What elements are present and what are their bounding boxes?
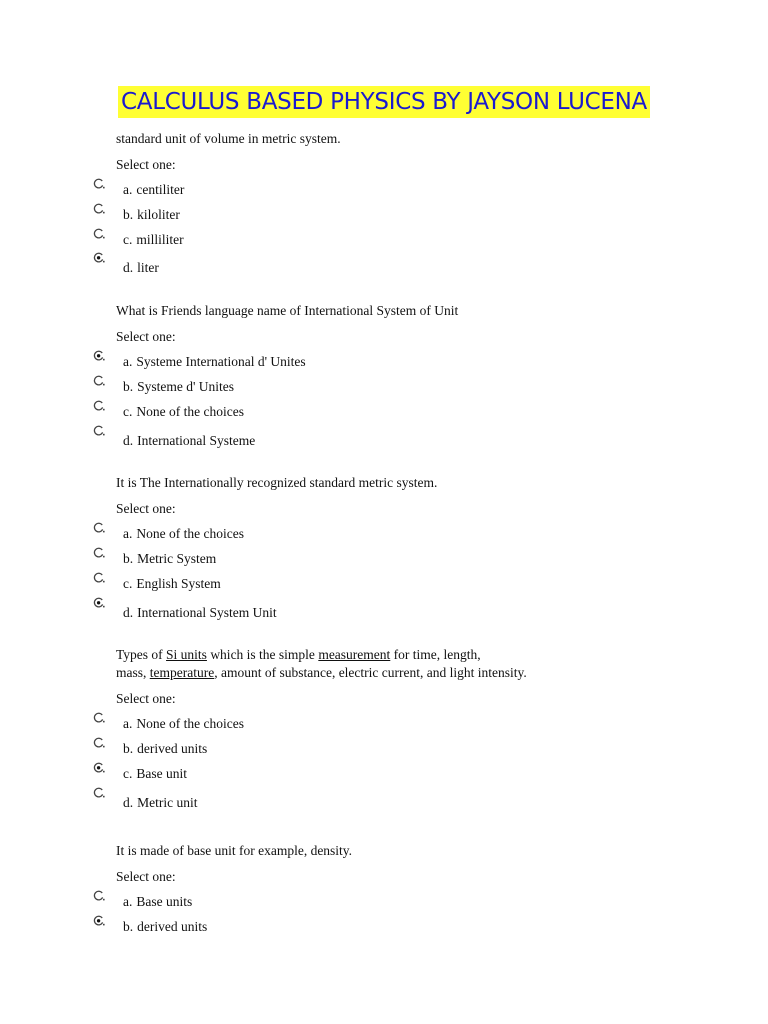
radio-tick <box>103 746 105 748</box>
radio-ring <box>94 713 102 722</box>
question-5-select-label: Select one: <box>116 869 176 884</box>
radio-tick <box>103 796 105 798</box>
option-text: Systeme d' Unites <box>137 379 235 394</box>
option-letter: d. <box>123 433 134 448</box>
radio-dot <box>97 354 100 357</box>
option-text: International System Unit <box>137 605 277 620</box>
option-letter: c. <box>123 766 133 781</box>
option-letter: c. <box>123 232 133 247</box>
question-5-text: It is made of base unit for example, density. <box>116 843 353 858</box>
question-3-option-a <box>123 525 244 543</box>
question-1-option-a <box>123 181 184 199</box>
radio-unchecked-icon <box>93 547 105 559</box>
radio-unchecked-icon <box>93 712 105 724</box>
option-text: Base unit <box>136 766 187 781</box>
question-4-option-d <box>123 794 198 812</box>
radio-ring <box>94 204 102 213</box>
radio-unchecked-icon <box>93 737 105 749</box>
option-letter: c. <box>123 576 133 591</box>
radio-unchecked-icon <box>93 890 105 902</box>
question-3-option-c-radio[interactable] <box>93 571 105 583</box>
option-text: English System <box>136 576 221 591</box>
option-letter: d. <box>123 795 134 810</box>
q4-text-part: Types of <box>116 647 167 662</box>
question-1-option-d-radio[interactable] <box>93 251 105 263</box>
option-letter: a. <box>123 526 133 541</box>
radio-tick <box>103 261 105 263</box>
question-2-option-d-radio[interactable] <box>93 424 105 436</box>
radio-unchecked-icon <box>93 203 105 215</box>
radio-ring <box>94 738 102 747</box>
q4-text-part: for time, length, <box>390 647 481 662</box>
question-5-option-b-radio[interactable] <box>93 914 105 926</box>
question-4-option-d-radio[interactable] <box>93 786 105 798</box>
radio-tick <box>103 556 105 558</box>
q4-text-part: mass, <box>116 665 150 680</box>
option-text: None of the choices <box>136 526 244 541</box>
radio-checked-icon <box>93 597 105 609</box>
option-letter: b. <box>123 919 134 934</box>
radio-ring <box>94 573 102 582</box>
radio-checked-icon <box>93 350 105 362</box>
q4-link-measurement: measurement <box>318 647 391 662</box>
radio-dot <box>97 256 100 259</box>
question-3-option-c <box>123 575 221 593</box>
question-2-select-label: Select one: <box>116 329 176 344</box>
radio-ring <box>94 376 102 385</box>
option-text: derived units <box>137 741 208 756</box>
question-4-option-c <box>123 765 187 783</box>
radio-tick <box>103 771 105 773</box>
question-3-option-a-radio[interactable] <box>93 521 105 533</box>
option-letter: a. <box>123 894 133 909</box>
radio-dot <box>97 766 100 769</box>
radio-ring <box>94 229 102 238</box>
radio-checked-icon <box>93 762 105 774</box>
radio-tick <box>103 721 105 723</box>
option-letter: d. <box>123 605 134 620</box>
option-text: None of the choices <box>136 716 244 731</box>
question-1-option-a-radio[interactable] <box>93 177 105 189</box>
option-letter: b. <box>123 741 134 756</box>
question-2-option-c <box>123 403 244 421</box>
question-2-option-d <box>123 432 255 450</box>
radio-unchecked-icon <box>93 522 105 534</box>
radio-tick <box>103 187 105 189</box>
question-4-option-b-radio[interactable] <box>93 736 105 748</box>
radio-unchecked-icon <box>93 787 105 799</box>
question-1-option-c <box>123 231 184 249</box>
option-text: Metric unit <box>137 795 198 810</box>
question-4-text <box>116 646 736 682</box>
radio-dot <box>97 919 100 922</box>
option-letter: a. <box>123 182 133 197</box>
question-4-option-c-radio[interactable] <box>93 761 105 773</box>
question-1-option-d <box>123 259 159 277</box>
option-letter: b. <box>123 379 134 394</box>
radio-ring <box>94 523 102 532</box>
question-5-option-b <box>123 918 207 936</box>
option-text: Metric System <box>137 551 217 566</box>
question-1-option-b-radio[interactable] <box>93 202 105 214</box>
option-letter: b. <box>123 207 134 222</box>
option-letter: a. <box>123 716 133 731</box>
option-text: derived units <box>137 919 208 934</box>
radio-unchecked-icon <box>93 425 105 437</box>
radio-tick <box>103 924 105 926</box>
option-text: kiloliter <box>137 207 180 222</box>
question-3-option-d-radio[interactable] <box>93 596 105 608</box>
question-1-option-c-radio[interactable] <box>93 227 105 239</box>
option-text: liter <box>137 260 159 275</box>
radio-unchecked-icon <box>93 572 105 584</box>
question-1-option-b <box>123 206 180 224</box>
question-1-text: standard unit of volume in metric system. <box>116 131 341 146</box>
radio-tick <box>103 606 105 608</box>
question-5-option-a <box>123 893 192 911</box>
option-text: International Systeme <box>137 433 256 448</box>
option-text: Systeme International d' Unites <box>136 354 306 369</box>
q4-link-temperature: temperature <box>149 665 215 680</box>
option-text: Base units <box>136 894 193 909</box>
radio-tick <box>103 434 105 436</box>
radio-ring <box>94 788 102 797</box>
option-letter: c. <box>123 404 133 419</box>
question-4-select-label: Select one: <box>116 691 176 706</box>
question-3-text: It is The Internationally recognized standard metric system. <box>116 475 438 490</box>
question-1-select-label: Select one: <box>116 157 176 172</box>
radio-tick <box>103 237 105 239</box>
radio-tick <box>103 531 105 533</box>
radio-unchecked-icon <box>93 228 105 240</box>
radio-ring <box>94 426 102 435</box>
radio-ring <box>94 548 102 557</box>
question-3-option-b <box>123 550 216 568</box>
radio-unchecked-icon <box>93 375 105 387</box>
radio-tick <box>103 212 105 214</box>
page-title: CALCULUS BASED PHYSICS BY JAYSON LUCENA <box>118 86 650 118</box>
radio-tick <box>103 899 105 901</box>
radio-checked-icon <box>93 252 105 264</box>
radio-ring <box>94 401 102 410</box>
radio-ring <box>94 179 102 188</box>
option-text: milliliter <box>136 232 184 247</box>
title-wrap <box>0 86 768 118</box>
question-3-option-d <box>123 604 277 622</box>
question-2-option-b-radio[interactable] <box>93 374 105 386</box>
radio-tick <box>103 409 105 411</box>
radio-unchecked-icon <box>93 400 105 412</box>
option-letter: a. <box>123 354 133 369</box>
radio-tick <box>103 384 105 386</box>
question-4-option-a <box>123 715 244 733</box>
q4-text-part: which is the simple <box>206 647 319 662</box>
radio-checked-icon <box>93 915 105 927</box>
radio-tick <box>103 581 105 583</box>
question-5-option-a-radio[interactable] <box>93 889 105 901</box>
q4-text-part: , amount of substance, electric current, and light intensity. <box>214 665 527 680</box>
radio-unchecked-icon <box>93 178 105 190</box>
option-text: None of the choices <box>136 404 244 419</box>
question-2-text: What is Friends language name of International System of Unit <box>116 303 459 318</box>
question-2-option-a <box>123 353 306 371</box>
question-4-option-b <box>123 740 207 758</box>
question-2-option-a-radio[interactable] <box>93 349 105 361</box>
option-letter: d. <box>123 260 134 275</box>
question-3-select-label: Select one: <box>116 501 176 516</box>
question-2-option-b <box>123 378 234 396</box>
option-letter: b. <box>123 551 134 566</box>
radio-tick <box>103 359 105 361</box>
option-text: centiliter <box>136 182 185 197</box>
question-4-option-a-radio[interactable] <box>93 711 105 723</box>
radio-dot <box>97 601 100 604</box>
question-2-option-c-radio[interactable] <box>93 399 105 411</box>
question-3-option-b-radio[interactable] <box>93 546 105 558</box>
q4-link-si-units: Si units <box>166 647 207 662</box>
radio-ring <box>94 891 102 900</box>
